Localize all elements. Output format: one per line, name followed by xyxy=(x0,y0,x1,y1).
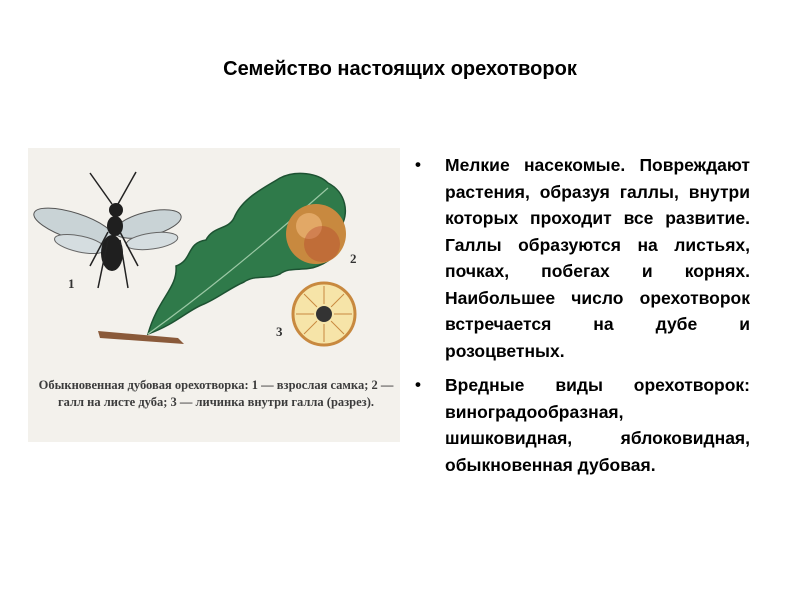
bullet-text: Вредные виды орехотворок: виноградообразная, шишковидная, яблоковидная, обыкновенная дубовая. xyxy=(445,375,750,475)
slide-title: Семейство настоящих орехотворок xyxy=(223,58,577,80)
bullet-item xyxy=(413,152,750,364)
bullet-marker: • xyxy=(415,375,421,394)
gall-section-icon xyxy=(293,283,355,345)
figure-caption: Обыкновенная дубовая орехотворка: 1 — взрослая самка; 2 — галл на листе дуба; 3 — личинка внутри галла (разрез). xyxy=(38,378,394,409)
gall-wasp-illustration xyxy=(28,148,400,442)
label-larva-in-gall: 3 xyxy=(276,324,283,339)
bullet-text: Мелкие насекомые. Повреждают растения, образуя галлы, внутри которых проходит все развитие. Галлы образуются на листьях, почках, побегах и корнях. Наибольшее число орехотворок встречается на дубе и розоцветных. xyxy=(445,155,750,361)
wasp-icon xyxy=(30,172,184,288)
label-gall-on-leaf: 2 xyxy=(350,251,357,266)
bullet-marker: • xyxy=(415,155,421,174)
label-adult-female: 1 xyxy=(68,276,75,291)
bullet-list xyxy=(413,152,750,486)
bullet-item xyxy=(413,372,750,478)
